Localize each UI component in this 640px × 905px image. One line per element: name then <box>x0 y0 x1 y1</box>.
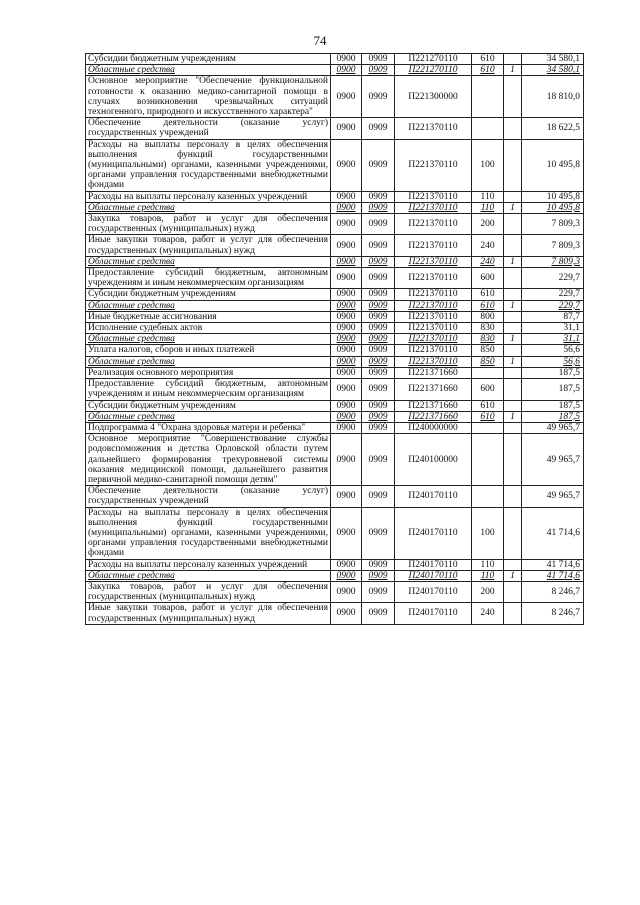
row-section: 0900 <box>331 400 362 411</box>
row-amount: 18 810,0 <box>522 76 584 118</box>
table-row <box>86 323 584 334</box>
row-name: Исполнение судебных актов <box>86 323 331 334</box>
table-row <box>86 202 584 213</box>
row-section: 0900 <box>331 367 362 378</box>
row-amount: 49 965,7 <box>522 422 584 433</box>
row-section: 0900 <box>331 191 362 202</box>
row-target-article: П221371660 <box>395 400 472 411</box>
row-section: 0900 <box>331 235 362 256</box>
row-amount: 41 714,6 <box>522 559 584 570</box>
row-source <box>504 345 522 356</box>
row-name: Реализация основного мероприятия <box>86 367 331 378</box>
row-subsection: 0909 <box>362 334 395 345</box>
row-name: Субсидии бюджетным учреждениям <box>86 54 331 65</box>
row-section: 0900 <box>331 434 362 486</box>
row-target-article: П240170110 <box>395 486 472 507</box>
table-row <box>86 139 584 191</box>
row-target-article: П221370110 <box>395 118 472 139</box>
table-row <box>86 434 584 486</box>
row-section: 0900 <box>331 559 362 570</box>
row-subsection: 0909 <box>362 268 395 289</box>
row-subsection: 0909 <box>362 570 395 581</box>
row-target-article: П221300000 <box>395 76 472 118</box>
row-section: 0900 <box>331 507 362 559</box>
row-subsection: 0909 <box>362 507 395 559</box>
table-row <box>86 400 584 411</box>
row-section: 0900 <box>331 581 362 602</box>
table-row <box>86 559 584 570</box>
row-name: Областные средства <box>86 334 331 345</box>
row-subsection: 0909 <box>362 289 395 300</box>
row-target-article: П240000000 <box>395 422 472 433</box>
row-subsection: 0909 <box>362 486 395 507</box>
row-subsection: 0909 <box>362 311 395 322</box>
row-section: 0900 <box>331 202 362 213</box>
row-name: Расходы на выплаты персоналу казенных учреждений <box>86 191 331 202</box>
table-row <box>86 367 584 378</box>
row-target-article: П221370110 <box>395 345 472 356</box>
row-expense-type: 100 <box>472 139 504 191</box>
row-expense-type: 830 <box>472 323 504 334</box>
row-section: 0900 <box>331 422 362 433</box>
row-subsection: 0909 <box>362 367 395 378</box>
row-amount: 7 809,3 <box>522 214 584 235</box>
row-target-article: П221371660 <box>395 411 472 422</box>
table-row <box>86 300 584 311</box>
row-subsection: 0909 <box>362 256 395 267</box>
row-section: 0900 <box>331 379 362 400</box>
row-name: Иные закупки товаров, работ и услуг для обеспечения государственных (муниципальных) нужд <box>86 235 331 256</box>
row-amount: 56,6 <box>522 345 584 356</box>
row-name: Обеспечение деятельности (оказание услуг) государственных учреждений <box>86 486 331 507</box>
row-target-article: П221370110 <box>395 139 472 191</box>
row-expense-type <box>472 486 504 507</box>
row-subsection: 0909 <box>362 139 395 191</box>
row-name: Субсидии бюджетным учреждениям <box>86 400 331 411</box>
row-expense-type: 600 <box>472 379 504 400</box>
row-expense-type: 610 <box>472 300 504 311</box>
row-expense-type <box>472 76 504 118</box>
row-name: Основное мероприятие "Совершенствование службы родовспоможения и детства Орловской области путем дальнейшего формирования трехуровневой системы оказания медицинской помощи, дальнейшего развития первичной медико-санитарной помощи детям" <box>86 434 331 486</box>
row-name: Расходы на выплаты персоналу в целях обеспечения выполнения функций государственными (муниципальными) органами, казенными учреждениями, органами управления государственными внебюджетными фондами <box>86 507 331 559</box>
row-source <box>504 422 522 433</box>
row-expense-type: 110 <box>472 559 504 570</box>
budget-table-body <box>86 54 584 625</box>
row-subsection: 0909 <box>362 356 395 367</box>
row-expense-type: 610 <box>472 65 504 76</box>
row-amount: 10 495,8 <box>522 191 584 202</box>
table-row <box>86 191 584 202</box>
row-source: 1 <box>504 202 522 213</box>
row-expense-type: 610 <box>472 289 504 300</box>
row-source <box>504 54 522 65</box>
row-section: 0900 <box>331 214 362 235</box>
row-amount: 49 965,7 <box>522 434 584 486</box>
table-row <box>86 334 584 345</box>
row-name: Иные закупки товаров, работ и услуг для обеспечения государственных (муниципальных) нужд <box>86 603 331 624</box>
row-source <box>504 379 522 400</box>
row-section: 0900 <box>331 65 362 76</box>
table-row <box>86 570 584 581</box>
row-amount: 7 809,3 <box>522 256 584 267</box>
table-row <box>86 256 584 267</box>
row-source <box>504 214 522 235</box>
table-row <box>86 118 584 139</box>
row-amount: 41 714,6 <box>522 570 584 581</box>
row-subsection: 0909 <box>362 434 395 486</box>
table-row <box>86 345 584 356</box>
row-target-article: П240170110 <box>395 603 472 624</box>
row-section: 0900 <box>331 356 362 367</box>
row-source <box>504 323 522 334</box>
row-target-article: П240170110 <box>395 507 472 559</box>
row-name: Предоставление субсидий бюджетным, автономным учреждениям и иным некоммерческим организациям <box>86 268 331 289</box>
row-expense-type: 610 <box>472 400 504 411</box>
row-expense-type: 240 <box>472 603 504 624</box>
row-target-article: П221370110 <box>395 191 472 202</box>
table-row <box>86 356 584 367</box>
row-amount: 229,7 <box>522 289 584 300</box>
row-amount: 41 714,6 <box>522 507 584 559</box>
row-name: Закупка товаров, работ и услуг для обеспечения государственных (муниципальных) нужд <box>86 581 331 602</box>
row-target-article: П221370110 <box>395 289 472 300</box>
table-row <box>86 76 584 118</box>
row-expense-type <box>472 422 504 433</box>
row-expense-type: 850 <box>472 345 504 356</box>
row-target-article: П240100000 <box>395 434 472 486</box>
row-source <box>504 367 522 378</box>
row-source <box>504 507 522 559</box>
table-row <box>86 422 584 433</box>
row-subsection: 0909 <box>362 422 395 433</box>
row-source <box>504 235 522 256</box>
row-expense-type: 240 <box>472 256 504 267</box>
row-amount: 7 809,3 <box>522 235 584 256</box>
row-section: 0900 <box>331 311 362 322</box>
row-source <box>504 581 522 602</box>
row-amount: 187,5 <box>522 400 584 411</box>
row-amount: 10 495,8 <box>522 202 584 213</box>
row-source <box>504 139 522 191</box>
row-source <box>504 603 522 624</box>
row-amount: 10 495,8 <box>522 139 584 191</box>
row-amount: 31,1 <box>522 334 584 345</box>
row-subsection: 0909 <box>362 411 395 422</box>
table-row <box>86 268 584 289</box>
row-section: 0900 <box>331 300 362 311</box>
row-target-article: П221370110 <box>395 300 472 311</box>
row-expense-type: 610 <box>472 54 504 65</box>
row-name: Расходы на выплаты персоналу в целях обеспечения выполнения функций государственными (муниципальными) органами, казенными учреждениями, органами управления государственными внебюджетными фондами <box>86 139 331 191</box>
table-row <box>86 507 584 559</box>
row-section: 0900 <box>331 256 362 267</box>
row-amount: 229,7 <box>522 268 584 289</box>
row-section: 0900 <box>331 289 362 300</box>
row-subsection: 0909 <box>362 300 395 311</box>
row-expense-type: 600 <box>472 268 504 289</box>
row-subsection: 0909 <box>362 214 395 235</box>
row-name: Областные средства <box>86 356 331 367</box>
row-amount: 187,5 <box>522 367 584 378</box>
row-amount: 229,7 <box>522 300 584 311</box>
row-subsection: 0909 <box>362 379 395 400</box>
row-amount: 18 622,5 <box>522 118 584 139</box>
row-section: 0900 <box>331 411 362 422</box>
page-number: 74 <box>313 33 327 48</box>
row-source <box>504 268 522 289</box>
table-row <box>86 235 584 256</box>
table-row <box>86 311 584 322</box>
row-expense-type: 830 <box>472 334 504 345</box>
row-expense-type <box>472 367 504 378</box>
row-source: 1 <box>504 300 522 311</box>
row-name: Закупка товаров, работ и услуг для обеспечения государственных (муниципальных) нужд <box>86 214 331 235</box>
budget-table <box>85 53 584 625</box>
row-source <box>504 311 522 322</box>
row-expense-type: 850 <box>472 356 504 367</box>
row-source <box>504 118 522 139</box>
row-section: 0900 <box>331 345 362 356</box>
row-subsection: 0909 <box>362 581 395 602</box>
row-section: 0900 <box>331 570 362 581</box>
row-name: Областные средства <box>86 202 331 213</box>
row-subsection: 0909 <box>362 400 395 411</box>
row-target-article: П221370110 <box>395 235 472 256</box>
row-name: Расходы на выплаты персоналу казенных учреждений <box>86 559 331 570</box>
row-section: 0900 <box>331 323 362 334</box>
table-row <box>86 486 584 507</box>
row-amount: 34 580,1 <box>522 54 584 65</box>
row-source <box>504 434 522 486</box>
row-target-article: П221270110 <box>395 54 472 65</box>
row-amount: 187,5 <box>522 411 584 422</box>
row-source <box>504 559 522 570</box>
row-target-article: П221370110 <box>395 256 472 267</box>
table-row <box>86 65 584 76</box>
row-target-article: П221370110 <box>395 268 472 289</box>
row-expense-type <box>472 118 504 139</box>
row-expense-type: 200 <box>472 581 504 602</box>
row-subsection: 0909 <box>362 65 395 76</box>
row-name: Подпрограмма 4 "Охрана здоровья матери и ребенка" <box>86 422 331 433</box>
row-section: 0900 <box>331 486 362 507</box>
row-source: 1 <box>504 256 522 267</box>
row-target-article: П221370110 <box>395 334 472 345</box>
table-row <box>86 379 584 400</box>
row-source <box>504 289 522 300</box>
row-subsection: 0909 <box>362 76 395 118</box>
row-target-article: П221371660 <box>395 379 472 400</box>
table-row <box>86 411 584 422</box>
row-expense-type: 200 <box>472 214 504 235</box>
row-expense-type: 110 <box>472 202 504 213</box>
row-amount: 8 246,7 <box>522 603 584 624</box>
row-amount: 56,6 <box>522 356 584 367</box>
row-section: 0900 <box>331 334 362 345</box>
row-source: 1 <box>504 334 522 345</box>
row-section: 0900 <box>331 54 362 65</box>
table-row <box>86 581 584 602</box>
row-subsection: 0909 <box>362 603 395 624</box>
row-name: Субсидии бюджетным учреждениям <box>86 289 331 300</box>
row-section: 0900 <box>331 139 362 191</box>
row-amount: 31,1 <box>522 323 584 334</box>
row-name: Областные средства <box>86 256 331 267</box>
row-name: Областные средства <box>86 570 331 581</box>
row-section: 0900 <box>331 268 362 289</box>
row-expense-type: 110 <box>472 570 504 581</box>
table-row <box>86 214 584 235</box>
row-source: 1 <box>504 411 522 422</box>
row-source <box>504 486 522 507</box>
row-subsection: 0909 <box>362 54 395 65</box>
row-subsection: 0909 <box>362 202 395 213</box>
row-target-article: П221370110 <box>395 214 472 235</box>
row-subsection: 0909 <box>362 191 395 202</box>
row-target-article: П221370110 <box>395 323 472 334</box>
row-amount: 87,7 <box>522 311 584 322</box>
row-name: Обеспечение деятельности (оказание услуг) государственных учреждений <box>86 118 331 139</box>
row-subsection: 0909 <box>362 323 395 334</box>
row-source: 1 <box>504 356 522 367</box>
row-source: 1 <box>504 570 522 581</box>
row-source <box>504 191 522 202</box>
row-target-article: П221370110 <box>395 356 472 367</box>
table-row <box>86 289 584 300</box>
row-amount: 187,5 <box>522 379 584 400</box>
row-expense-type: 100 <box>472 507 504 559</box>
row-source <box>504 400 522 411</box>
row-name: Уплата налогов, сборов и иных платежей <box>86 345 331 356</box>
row-name: Областные средства <box>86 300 331 311</box>
row-amount: 34 580,1 <box>522 65 584 76</box>
row-section: 0900 <box>331 76 362 118</box>
row-expense-type: 240 <box>472 235 504 256</box>
row-target-article: П221371660 <box>395 367 472 378</box>
row-expense-type: 110 <box>472 191 504 202</box>
row-target-article: П240170110 <box>395 581 472 602</box>
row-expense-type <box>472 434 504 486</box>
row-subsection: 0909 <box>362 345 395 356</box>
row-name: Предоставление субсидий бюджетным, автономным учреждениям и иным некоммерческим организациям <box>86 379 331 400</box>
row-subsection: 0909 <box>362 559 395 570</box>
row-name: Областные средства <box>86 65 331 76</box>
row-expense-type: 800 <box>472 311 504 322</box>
row-subsection: 0909 <box>362 118 395 139</box>
row-target-article: П240170110 <box>395 559 472 570</box>
row-name: Иные бюджетные ассигнования <box>86 311 331 322</box>
table-row <box>86 54 584 65</box>
row-source <box>504 76 522 118</box>
row-expense-type: 610 <box>472 411 504 422</box>
row-section: 0900 <box>331 603 362 624</box>
row-name: Областные средства <box>86 411 331 422</box>
row-target-article: П240170110 <box>395 570 472 581</box>
row-subsection: 0909 <box>362 235 395 256</box>
row-source: 1 <box>504 65 522 76</box>
row-section: 0900 <box>331 118 362 139</box>
row-amount: 49 965,7 <box>522 486 584 507</box>
row-target-article: П221370110 <box>395 311 472 322</box>
table-row <box>86 603 584 624</box>
row-name: Основное мероприятие "Обеспечение функциональной готовности к оказанию медико-санитарной помощи в случаях возникновения чрезвычайных ситуаций техногенного, природного и искусственного характера" <box>86 76 331 118</box>
row-target-article: П221370110 <box>395 202 472 213</box>
row-target-article: П221270110 <box>395 65 472 76</box>
row-amount: 8 246,7 <box>522 581 584 602</box>
